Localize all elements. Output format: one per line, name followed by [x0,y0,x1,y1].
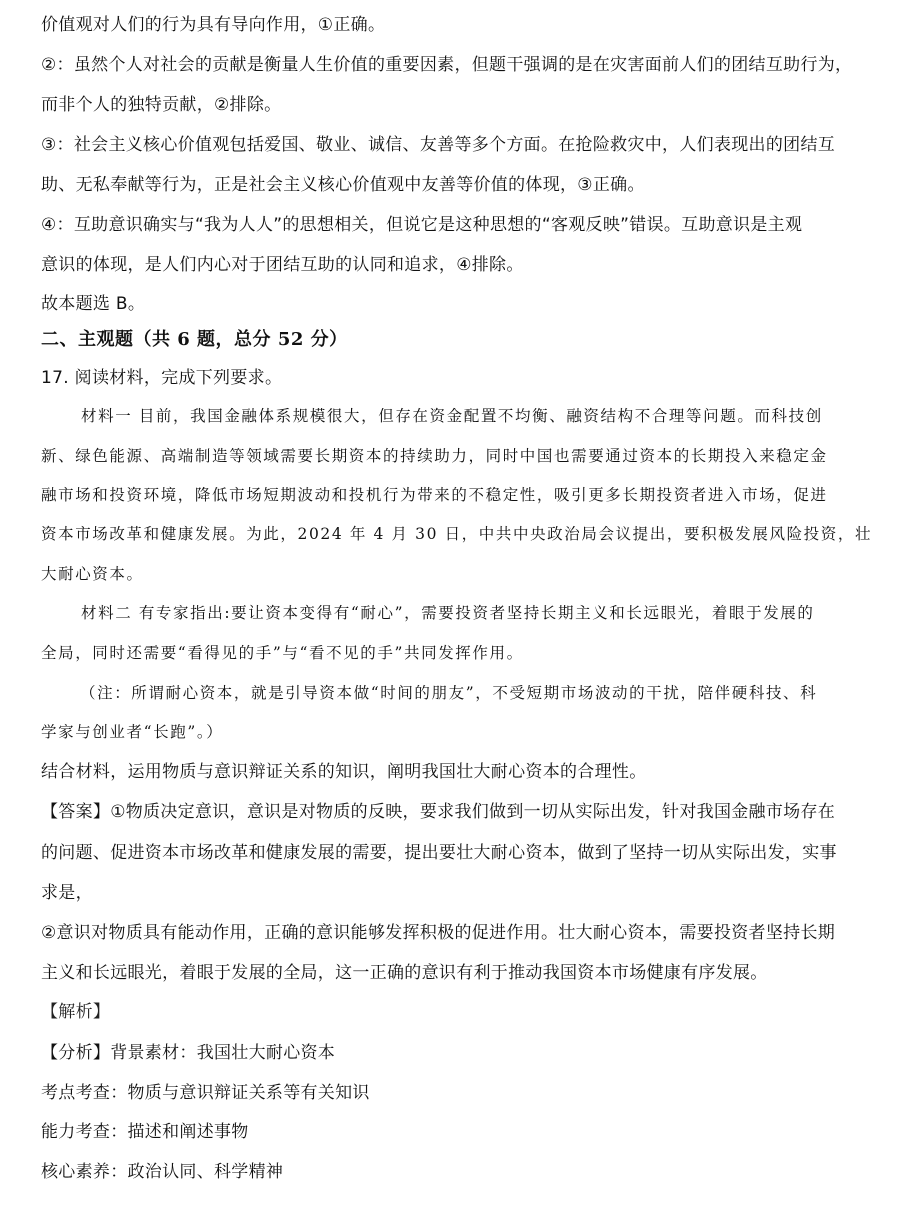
material-1-line-3: 融市场和投资环境，降低市场短期波动和投机行为带来的不稳定性，吸引更多长期投资者进入市场，促进 [41,486,828,504]
text-line-option-2: ②：虽然个人对社会的贡献是衡量人生价值的重要因素，但题干强调的是在灾害面前人们的团结互助行为， [41,55,853,75]
text-line-option-2-cont: 而非个人的独特贡献，②排除。 [41,95,282,115]
answer-choice-line: 故本题选 B。 [41,294,146,314]
material-1-line-1: 材料一 目前，我国金融体系规模很大，但存在资金配置不均衡、融资结构不合理等问题。而科技创 [81,407,823,425]
note-line-1: （注：所谓耐心资本，就是引导资本做“时间的朋友”，不受短期市场波动的干扰，陪伴硬科技、科 [80,684,818,702]
text-line-option-3-cont: 助、无私奉献等行为，正是社会主义核心价值观中友善等价值的体现，③正确。 [41,175,645,195]
question-17-prompt: 17. 阅读材料，完成下列要求。 [41,368,283,388]
question-requirement: 结合材料，运用物质与意识辩证关系的知识，阐明我国壮大耐心资本的合理性。 [41,762,647,782]
analysis-background: 【分析】背景素材：我国壮大耐心资本 [41,1043,336,1063]
material-1-line-5: 大耐心资本。 [41,565,144,583]
answer-line-2: 的问题、促进资本市场改革和健康发展的需要，提出要壮大耐心资本，做到了坚持一切从实际出发，实事 [41,843,837,863]
analysis-ability: 能力考查：描述和阐述事物 [41,1122,249,1142]
answer-line-1: 【答案】①物质决定意识，意识是对物质的反映，要求我们做到一切从实际出发，针对我国金融市场存在 [41,802,836,822]
answer-line-4: ②意识对物质具有能动作用，正确的意识能够发挥积极的促进作用。壮大耐心资本，需要投资者坚持长期 [41,923,836,943]
text-line-option-4-cont: 意识的体现，是人们内心对于团结互助的认同和追求，④排除。 [41,255,524,275]
text-line-value-guidance: 价值观对人们的行为具有导向作用，①正确。 [41,15,386,35]
text-line-option-4: ④：互助意识确实与“我为人人”的思想相关，但说它是这种思想的“客观反映”错误。互助意识是主观 [41,215,803,235]
material-1-line-4: 资本市场改革和健康发展。为此，2024 年 4 月 30 日，中共中央政治局会议提出，要积极发展风险投资，壮 [41,525,873,543]
answer-line-3: 求是， [41,883,93,903]
analysis-knowledge: 考点考查：物质与意识辩证关系等有关知识 [41,1083,370,1103]
note-line-2: 学家与创业者“长跑”。） [41,723,224,741]
material-2-line-1: 材料二 有专家指出:要让资本变得有“耐心”，需要投资者坚持长期主义和长远眼光，着眼于发展的 [81,604,815,622]
material-1-line-2: 新、绿色能源、高端制造等领域需要长期资本的持续助力，同时中国也需要通过资本的长期投入来稳定金 [41,447,828,465]
text-line-option-3: ③：社会主义核心价值观包括爱国、敬业、诚信、友善等多个方面。在抢险救灾中，人们表现出的团结互 [41,135,836,155]
section-heading: 二、主观题（共 6 题，总分 52 分） [41,329,348,350]
material-2-line-2: 全局，同时还需要“看得见的手”与“看不见的手”共同发挥作用。 [41,644,524,662]
analysis-label: 【解析】 [41,1002,111,1022]
analysis-literacy: 核心素养：政治认同、科学精神 [41,1162,284,1182]
answer-line-5: 主义和长远眼光，着眼于发展的全局，这一正确的意识有利于推动我国资本市场健康有序发展。 [41,963,768,983]
